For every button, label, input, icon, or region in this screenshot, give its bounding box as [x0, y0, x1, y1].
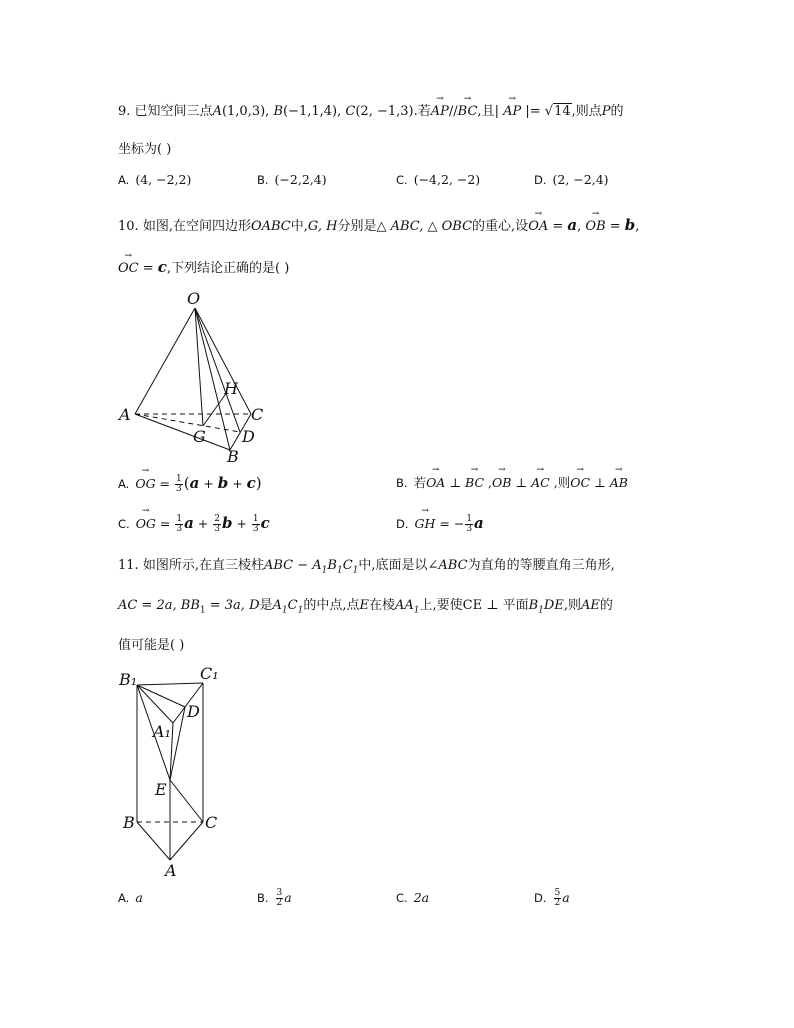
q9-point: P [601, 104, 611, 119]
edge-OA [135, 308, 195, 414]
q9-tail: 的 [610, 104, 624, 119]
edge-B1C1 [137, 683, 203, 685]
q11-option-d[interactable]: D. $\frac{5}{2}$ a [534, 888, 570, 908]
label-O: O [187, 289, 201, 308]
q9-cond3: |= [525, 104, 541, 119]
edge-AB [135, 414, 230, 450]
q10-figure [115, 289, 285, 466]
label-D: D [242, 427, 255, 446]
q10-line2: → OC = c,下列结论正确的是( ) [118, 258, 289, 278]
label-B: B [227, 447, 239, 466]
edge-AD [135, 414, 240, 432]
q9-line2: 坐标为( ) [118, 142, 172, 157]
q9-cond2: 且| [481, 104, 499, 119]
q10-line1: 10. 如图,在空间四边形OABC中,G, H分别是△ ABC, △ OBC的重心,设→ OA = a, → OB = b, [118, 216, 639, 236]
q11-line1: 11. 如图所示,在直三棱柱ABC − $A_1B_1C_1$中,底面是以∠ABC为直角的等腰直角三角形, [118, 558, 615, 576]
edge-B1D [137, 685, 185, 707]
edge-EC [170, 780, 203, 822]
q9-option-d[interactable]: D. (2, −2,4) [534, 172, 609, 187]
q11-number: 11. [118, 558, 139, 573]
edge-B1A1 [137, 685, 173, 723]
q11-option-a[interactable]: A. a [118, 890, 143, 905]
q10-number: 10. [118, 219, 139, 234]
label-E: E [155, 780, 167, 799]
q11-option-c[interactable]: C. 2a [396, 890, 430, 905]
q9-cond4: 则点 [575, 104, 602, 119]
q10-option-d[interactable]: D.→ GH = − $\frac{1}{3}$ a [396, 514, 484, 534]
label-C1: C₁ [200, 664, 219, 683]
edge-BA [137, 822, 170, 860]
q11-line2: AC = 2a, $BB_1 = 3a$, D是$A_1C_1$的中点,点E在棱$AA_1$上,要使CE ⊥ 平面$B_1DE$,则AE的 [118, 598, 613, 616]
q9-intro: 已知空间三点 [134, 104, 213, 119]
label-A: A [119, 405, 131, 424]
q10-option-b[interactable]: B. 若→ OA ⊥ → BC ,→ OB ⊥ → AC ,则→ OC ⊥ → AB [396, 474, 628, 492]
edge-CA [170, 822, 203, 860]
label-B: B [123, 813, 135, 832]
q9-cond: 若 [417, 104, 431, 119]
q9-option-b[interactable]: B. (−2,2,4) [257, 172, 327, 187]
q10-option-a[interactable]: A.→ OG = $\frac{1}{3}$ (a + b + c) [118, 474, 262, 494]
q9-number: 9. [118, 104, 131, 119]
label-A1: A₁ [153, 722, 171, 741]
q11-option-b[interactable]: B. $\frac{3}{2}$ a [257, 888, 292, 908]
q9-option-a[interactable]: A. (4, −2,2) [118, 172, 192, 187]
q11-figure [115, 665, 235, 880]
q10-option-c[interactable]: C.→ OG = $\frac{1}{3}$ a + $\frac{2}{3}$ b + $\frac{1}{3}$ c [118, 514, 270, 534]
label-D: D [187, 702, 200, 721]
label-A: A [165, 861, 177, 880]
label-C: C [205, 813, 218, 832]
q9-option-c[interactable]: C. (−4,2, −2) [396, 172, 481, 187]
label-G: G [193, 427, 206, 446]
label-C: C [251, 405, 264, 424]
q9-line1: 9. 已知空间三点A(1,0,3), B(−1,1,4), C(2, −1,3).若→ AP//→ BC,且| → AP |= √14,则点P的 [118, 103, 624, 121]
q11-line3: 值可能是( ) [118, 638, 185, 653]
label-B1: B₁ [119, 670, 138, 689]
label-H: H [224, 379, 238, 398]
